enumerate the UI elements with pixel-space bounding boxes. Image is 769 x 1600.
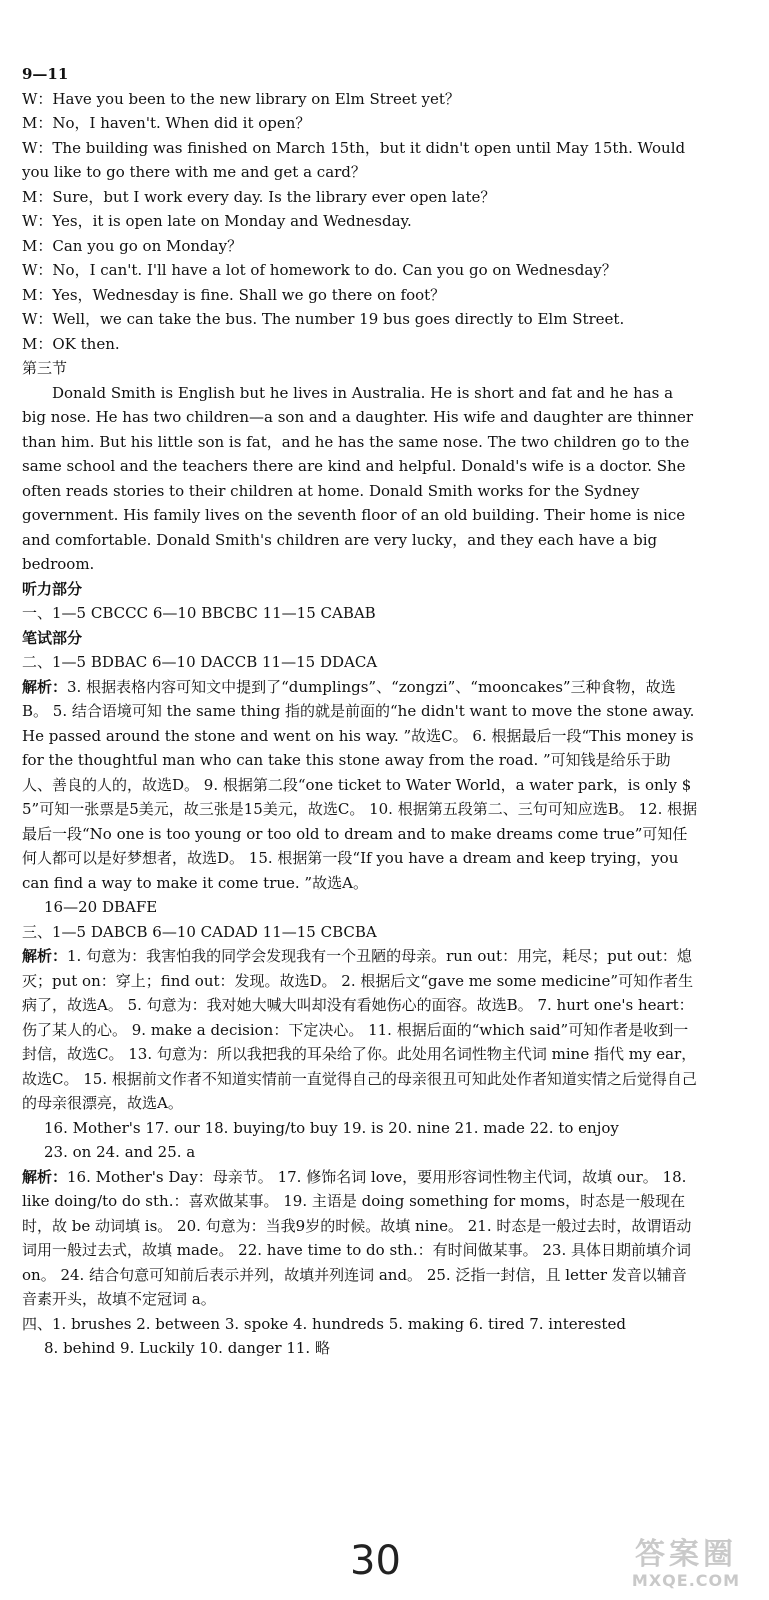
analysis-label: 解析： (22, 1167, 68, 1186)
writing-heading: 笔试部分 (22, 628, 83, 647)
analysis-label: 解析： (22, 677, 68, 696)
dialog-line: W：No，I can't. I'll have a lot of homework to do. Can you go on Wednesday？ (22, 261, 617, 279)
dialog-line: M：Sure，but I work every day. Is the library ever open late？ (22, 187, 496, 206)
listening-answers: 一、1—5 CBCCC 6—10 BBCBC 11—15 CABAB (22, 604, 376, 622)
analysis-text: 16. Mother's Day：母亲节。 17. 修饰名词 love，要用形容词性物主代词，故填 our。 18. like doing/to do sth.：喜欢做某事。 19. 主语是 doing something for moms，时态是一般现在时，故 be 动词填 is。 20. 句意为：当我9岁的时候。故填 nine。 21. 时态是一般过去时，故谓语动词用一般过去式，故填 made。 22. have time to do sth.：有时间做某事。 23. 具体日期前填介词 on。 24. 结合句意可知前后表示并列，故填并列连词 and。 25. 泛指一封信，且 letter 发音以辅音音素开头，故填不定冠词 a。 (22, 1167, 692, 1308)
fill-answers: 23. on 24. and 25. a (44, 1143, 196, 1161)
dialog-line: M：OK then. (22, 334, 120, 353)
watermark-text: 答案圈 (635, 1537, 737, 1572)
dialog-line: W：The building was finished on March 15th，but it didn't open until May 15th. Would (22, 138, 686, 157)
dialog-line: W：Have you been to the new library on Elm Street yet？ (22, 89, 460, 108)
dialog-line: W：Well，we can take the bus. The number 19 bus goes directly to Elm Street. (22, 310, 625, 328)
dialog-line: you like to go there with me and get a card？ (22, 163, 366, 181)
dialog-line: W：Yes，it is open late on Monday and Wednesday. (22, 212, 412, 230)
answer-page (22, 62, 698, 1361)
dialog-title: 9—11 (22, 65, 69, 83)
dialog-line: M：Can you go on Monday？ (22, 236, 243, 255)
page-number: 30 (350, 1538, 401, 1584)
part2-answers: 二、1—5 BDBAC 6—10 DACCB 11—15 DDACA (22, 653, 378, 671)
analysis-text: 1. 句意为：我害怕我的同学会发现我有一个丑陋的母亲。run out：用完，耗尽；put out：熄灭；put on：穿上；find out：发现。故选D。 2. 根据后文“gave me some medicine”可知作者生病了，故选A。 5. 句意为：我对她大喊大叫却没有看她伤心的面容。故选B。 7. hurt one's heart：伤了某人的心。 9. make a decision：下定决心。 11. 根据后面的“which said”可知作者是收到一封信，故选C。 13. 句意为：所以我把我的耳朵给了你。此处用名词性物主代词 mine 指代 my ear，故选C。 15. 根据前文作者不知道实情前一直觉得自己的母亲很丑可知此处作者知道实情之后觉得自己的母亲很漂亮，故选A。 (22, 947, 697, 1112)
dialog-line: M：No，I haven't. When did it open？ (22, 114, 311, 132)
part2-analysis (22, 675, 698, 896)
part4-answers: 8. behind 9. Luckily 10. danger 11. 略 (44, 1339, 330, 1357)
part3-analysis (22, 944, 698, 1116)
analysis-text: 3. 根据表格内容可知文中提到了“dumplings”、“zongzi”、“mooncakes”三种食物，故选B。 5. 结合语境可知 the same thing 指的就是前面的“he didn't want to move the stone away. He passed around the stone and went on his way. ”故选C。 6. 根据最后一段“This money is for the thoughtful man who can take this stone away from the road. ”可知钱是给乐于助人、善良的人的，故选D。 9. 根据第二段“one ticket to Water World，a water park，is only $ 5”可知一张票是5美元，故三张是15美元，故选C。 10. 根据第五段第二、三句可知应选B。 12. 根据最后一段“No one is too young or too old to dream and to make dreams come true”可知任何人都可以是好梦想者，故选D。 15. 根据第一段“If you have a dream and keep trying，you can find a way to make it come true. ”故选A。 (22, 677, 698, 892)
section3-passage: Donald Smith is English but he lives in Australia. He is short and fat and he has a big nose. He has two children—a son and a daughter. His wife and daughter are thinner than him. But his little son is fat，and he has the same nose. The two children go to the same school and the teachers there are kind and helpful. Donald's wife is a doctor. She often reads stories to their children at home. Donald Smith works for the Sydney government. His family lives on the seventh floor of an old building. Their home is nice and comfortable. Donald Smith's children are very lucky，and they each have a big bedroom. (22, 383, 694, 573)
part3-answers: 三、1—5 DABCB 6—10 CADAD 11—15 CBCBA (22, 922, 377, 941)
watermark-url: MXQE.COM (631, 1571, 741, 1590)
part4-answers: 四、1. brushes 2. between 3. spoke 4. hundreds 5. making 6. tired 7. interested (22, 1314, 626, 1333)
fill-answers: 16. Mother's 17. our 18. buying/to buy 19. is 20. nine 21. made 22. to enjoy (44, 1118, 619, 1137)
listening-heading: 听力部分 (22, 579, 83, 598)
dialog-line: M：Yes，Wednesday is fine. Shall we go there on foot？ (22, 285, 446, 304)
watermark-logo (611, 1538, 761, 1594)
part2-extra-answers: 16—20 DBAFE (44, 898, 158, 916)
fill-analysis (22, 1165, 698, 1312)
section3-title: 第三节 (22, 359, 68, 377)
analysis-label: 解析： (22, 947, 68, 965)
